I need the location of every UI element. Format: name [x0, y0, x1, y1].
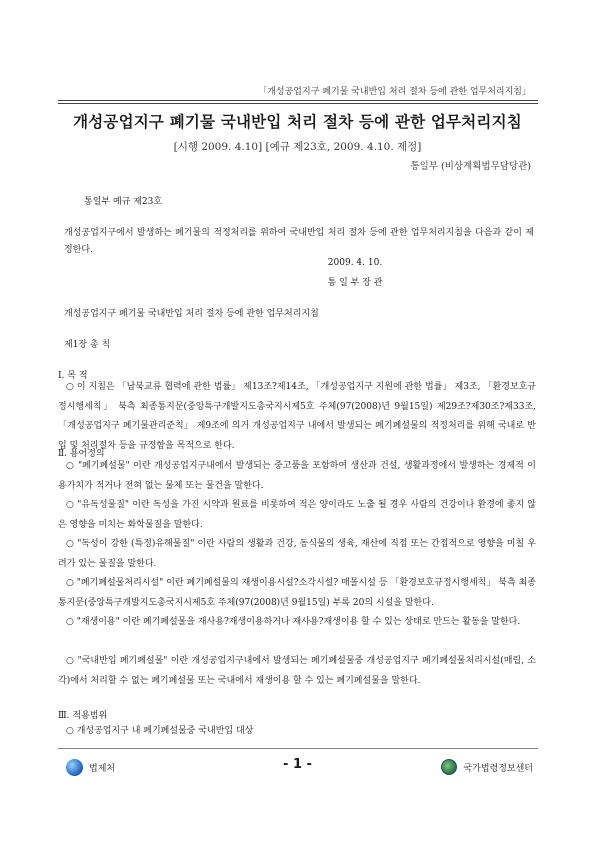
definition-item: ○ "유독성물질" 이란 독성을 가진 시약과 원료를 비롯하여 적은 양이라도 노출 될 경우 사람의 건강이나 환경에 좋지 않은 영향을 미치는 화학물질을 말한다.: [58, 500, 536, 530]
section-heading-definitions: Ⅱ. 용어정의: [58, 449, 105, 459]
enactment-info: [시행 2009. 4.10] [예규 제23호, 2009. 4.10. 제정]: [173, 141, 422, 153]
law-center-logo-icon: [441, 759, 457, 775]
minister-signature: 통 일 부 장 관: [327, 278, 383, 288]
enactment-date: 2009. 4. 10.: [327, 258, 383, 268]
section-heading-purpose: Ⅰ. 목 적: [58, 371, 88, 381]
footer-right-label: 국가법령정보센터: [463, 763, 533, 774]
header-divider: [58, 100, 538, 104]
section-heading-scope: Ⅲ. 적용범위: [58, 711, 108, 721]
definition-item: ○ "국내반입 폐기폐설물" 이란 개성공업지구내에서 발생되는 폐기폐설물중 개성공업지구 폐기폐설물처리시설(매립, 소각)에서 처리할 수 없는 폐기폐설물 또는 국내에서 재생이용 할 수 있는 폐기폐설물을 말한다.: [58, 656, 536, 686]
ministry-label: 통일부 (비상계획법무담당관): [410, 161, 531, 172]
scope-item: ○ 개성공업지구 내 폐기폐설물중 국내반입 대상: [66, 726, 254, 736]
footer-left-label: 법제처: [89, 764, 116, 774]
definition-item: ○ "폐기폐설물처리시설" 이란 폐기폐설물의 재생이용시설?소각시설? 매몰시설 등 「환경보호규정시행세칙」 북측 최종통지문(중앙특구개발지도총국지시제5호 주체(97(2008)년 9월15일) 부록 20의 시설을 말한다.: [58, 578, 536, 608]
intro-paragraph: 개성공업지구에서 발생하는 폐기물의 적정처리를 위하여 국내반입 처리 절차 등에 관한 업무처리지침을 다음과 같이 제정한다.: [64, 228, 534, 255]
footer-right: [441, 759, 533, 775]
definition-item: ○ "독성이 강한 (특정)유해물질" 이란 사람의 생활과 건강, 동식물의 생육, 재산에 직접 또는 간접적으로 영향을 미칠 우려가 있는 물질을 말한다.: [58, 539, 536, 569]
document-title: 개성공업지구 폐기물 국내반입 처리 절차 등에 관한 업무처리지침: [73, 113, 522, 131]
notice-number: 통일부 예규 제23호: [84, 197, 163, 207]
footer-divider: [58, 748, 538, 749]
definition-item: ○ "재생이용" 이란 폐기폐설물을 재사용?재생이용하거나 재사용?재생이용 할 수 있는 상태로 만드는 활동을 말한다.: [66, 617, 521, 627]
purpose-paragraph: ○ 이 지침은 「남북교류 협력에 관한 법률」 제13조?제14조, 「개성공업지구 지원에 관한 법률」 제3조, 「환경보호규정시행세칙」 북측 최종통지문(중앙특구개발지도총국지시제5호 주체(97(2008)년 9월15일) 제29조?제30조?제33조, 「개성공업지구 폐기물관리준칙」 제9조에 의거 개성공업지구 내에서 발생되는 폐기폐설물의 적정처리를 위해 국내로 반입 및 처리절차 등을 규정함을 목적으로 한다.: [58, 382, 536, 451]
doc-subtitle: 개성공업지구 폐기물 국내반입 처리 절차 등에 관한 업무처리지침: [64, 309, 319, 319]
chapter-heading: 제1장 총 칙: [64, 340, 111, 350]
definition-item: ○ "폐기폐설물" 이란 개성공업지구내에서 발생되는 중고품을 포함하여 생산과 건설, 생활과정에서 발생하는 경제적 이용가치가 적거나 전혀 없는 물체 또는 물건을 말한다.: [58, 461, 536, 491]
running-header: 「개성공업지구 폐기물 국내반입 처리 절차 등에 관한 업무처리지침」: [258, 87, 531, 97]
page-number: - 1 -: [283, 757, 312, 772]
